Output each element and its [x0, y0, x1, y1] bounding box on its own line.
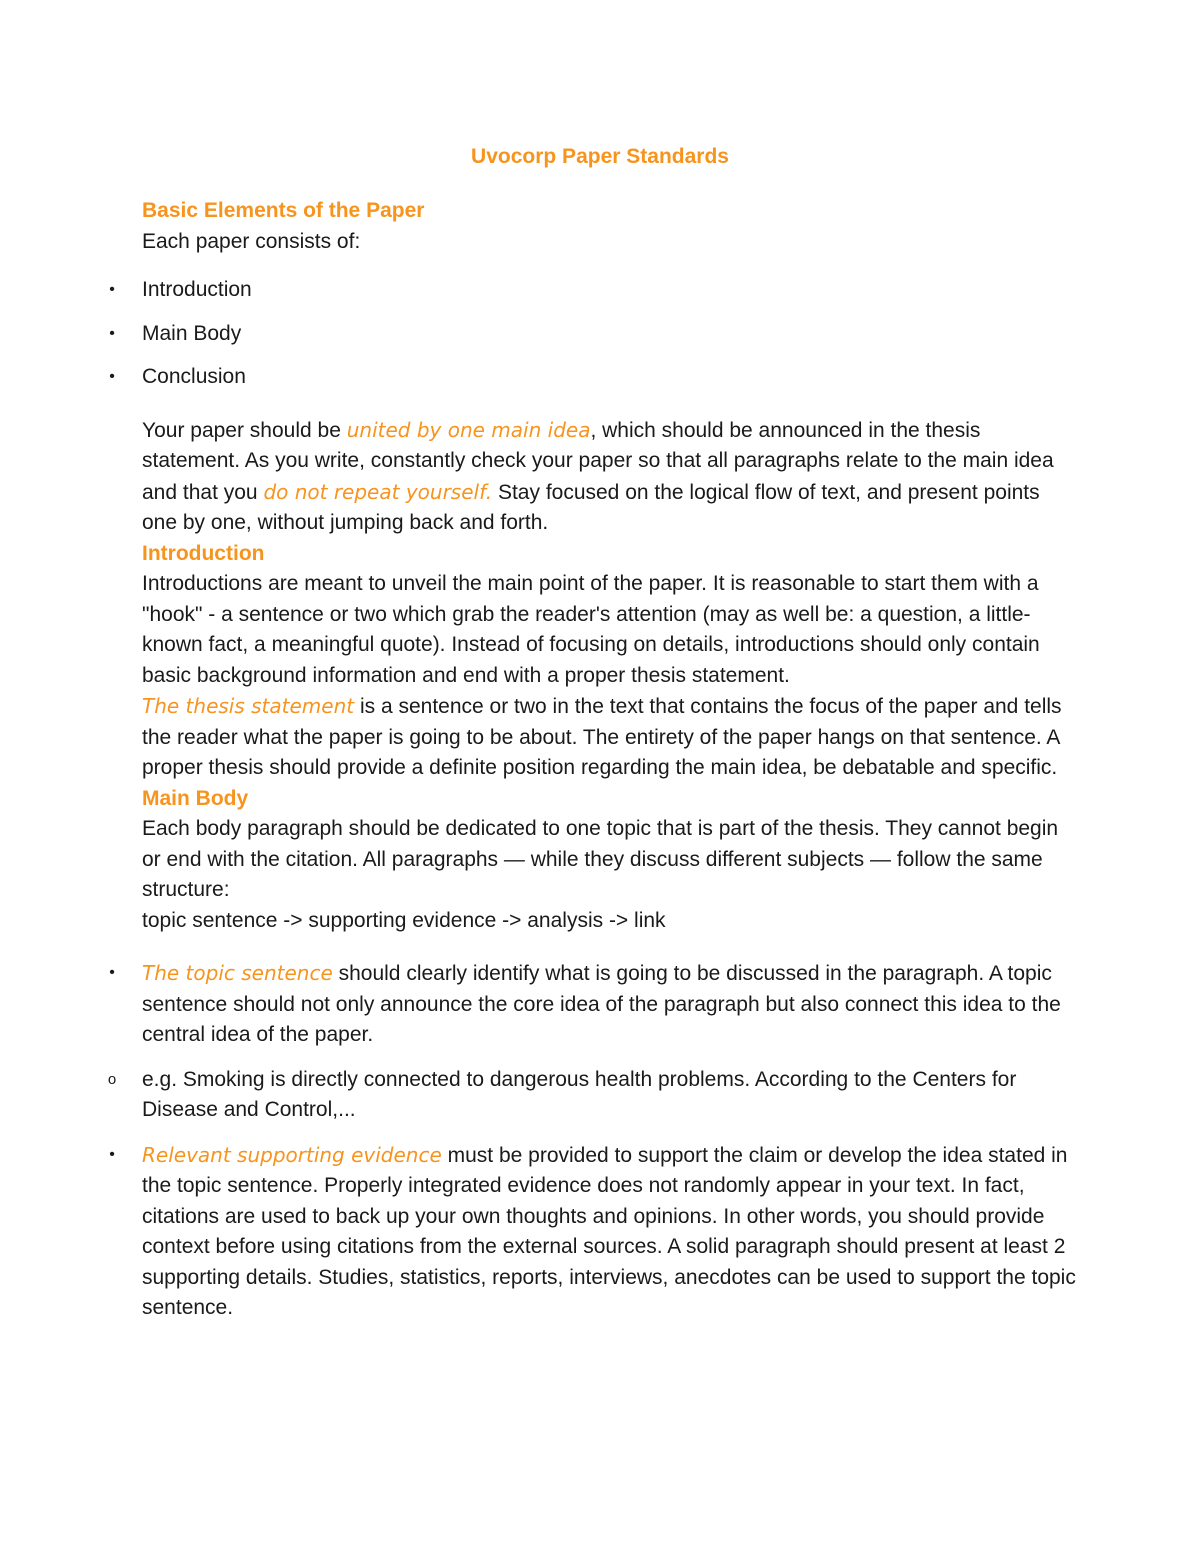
introduction-paragraph: Introductions are meant to unveil the main point of the paper. It is reasonable to start them with a "hook" - a sentence or two which grab the reader's attention (may as well be: a question, a little-known fact, a meaningful quote). Instead of focusing on details, introductions should only contain basic background information and end with a proper thesis statement. [142, 572, 1040, 687]
list-item-label: Conclusion [142, 365, 246, 388]
text-run: e.g. Smoking is directly connected to dangerous health problems. According to the Centers for Disease and Control,... [142, 1067, 1017, 1121]
section-heading-basic-elements: Basic Elements of the Paper [142, 199, 425, 222]
basic-paragraph [142, 415, 1077, 539]
list-item [109, 319, 1077, 350]
bullet-marker: • [109, 324, 115, 342]
list-item-label: Introduction [142, 278, 252, 301]
bullet-marker: • [109, 281, 115, 298]
elements-list [109, 275, 1077, 393]
text-run: Your paper should be [142, 418, 347, 442]
document-body [107, 196, 1077, 1324]
bullet-marker: • [109, 368, 115, 385]
main-body-paragraph: Each body paragraph should be dedicated to one topic that is part of the thesis. They cannot begin or end with the citation. All paragraphs — while they discuss different subjects — follow the same structure: [142, 817, 1059, 901]
text-run: must be provided to support the claim or develop the idea stated in the topic sentence. Properly integrated evidence does not randomly appear in your text. In fact, citations are used to back up your own thoughts and opinions. In other words, you should provide context before using citations from the external sources. A solid paragraph should present at least 2 supporting details. Studies, statistics, reports, interviews, anecdotes can be used to support the topic sentence. [142, 1143, 1076, 1319]
thesis-paragraph [142, 691, 1077, 784]
bullet-marker: • [109, 1145, 115, 1163]
circle-marker: o [107, 1070, 117, 1088]
section-heading-main-body: Main Body [142, 786, 249, 810]
bullet-marker: • [109, 964, 115, 981]
list-item-label: Main Body [142, 321, 242, 345]
list-item [107, 1065, 1077, 1126]
basic-intro-text: Each paper consists of: [142, 229, 361, 253]
text-run: is a sentence or two in the text that contains the focus of the paper and tells the reader what the paper is going to be about. The entirety of the paper hangs on that sentence. A proper thesis should provide a definite position regarding the main idea, be debatable and specific. [142, 695, 1062, 779]
emphasis-text: The topic sentence [142, 961, 333, 985]
structure-line: topic sentence -> supporting evidence -> analysis -> link [142, 908, 666, 932]
section-heading-introduction: Introduction [142, 541, 265, 565]
emphasis-text: Relevant supporting evidence [142, 1142, 442, 1167]
text-run: Stay focused on the logical flow of text, and present points one by one, without jumping back and forth. [142, 480, 1040, 534]
emphasis-text: do not repeat yourself. [263, 479, 493, 504]
main-body-list [107, 958, 1077, 1324]
text-run: should clearly identify what is going to be discussed in the paragraph. A topic sentence should not only announce the core idea of the paragraph but also connect this idea to the central idea of the paper. [142, 962, 1061, 1046]
emphasis-text: united by one main idea [346, 417, 591, 442]
document-title: Uvocorp Paper Standards [471, 145, 729, 168]
list-item [109, 958, 1077, 1051]
list-item [109, 362, 1077, 393]
emphasis-text: The thesis statement [142, 694, 355, 718]
text-run: , which should be announced in the thesis statement. As you write, constantly check your paper so that all paragraphs relate to the main idea and that you [142, 418, 1054, 504]
list-item [109, 1140, 1077, 1324]
list-item [109, 275, 1077, 306]
